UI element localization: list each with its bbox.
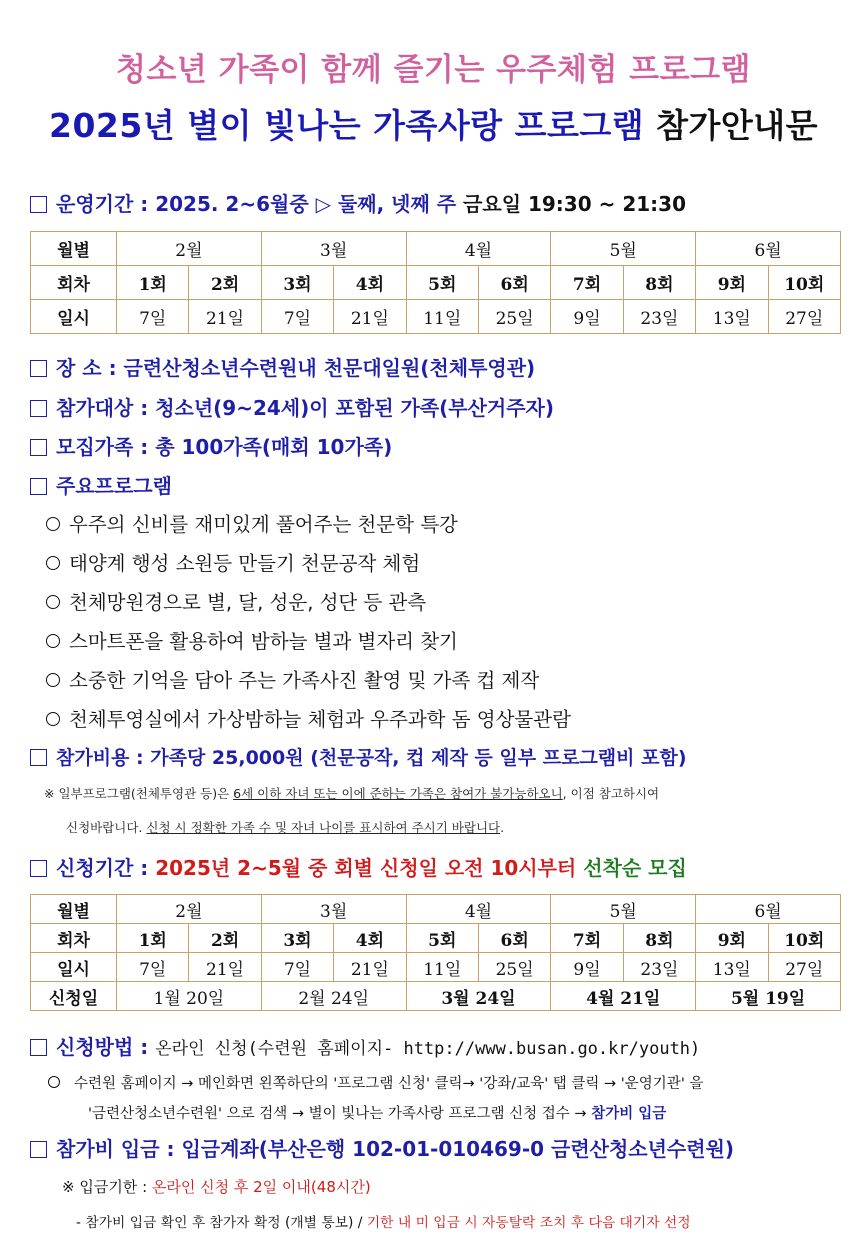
table-row: 월별 2월 3월 4월 5월 6월 — [31, 895, 841, 924]
circle-bullet-icon — [48, 1076, 60, 1088]
period-label: 운영기간 : 2025. 2~6월중 ▷ 둘째, 넷째 주 — [56, 192, 457, 216]
fee-text: 참가비용 : 가족당 25,000원 (천문공작, 컵 제작 등 일부 프로그램비 포함) — [56, 747, 687, 769]
place-text: 장 소 : 금련산청소년수련원내 천문대일원(천체투영관) — [56, 356, 536, 380]
month-cell: 5월 — [551, 232, 696, 266]
circle-bullet-icon — [46, 595, 60, 609]
month-cell: 4월 — [406, 232, 551, 266]
checkbox-icon — [30, 196, 47, 213]
table-row: 일시 7일 21일 7일 21일 11일 25일 9일 23일 13일 27일 — [31, 953, 841, 982]
apply-date-cell: 3월 24일 — [406, 982, 551, 1011]
fee-note-2: 신청바랍니다. 신청 시 정확한 가족 수 및 자녀 나이를 표시하여 주시기 바랍니다. — [66, 820, 505, 835]
month-cell: 6월 — [696, 232, 841, 266]
date-cell: 11일 — [406, 300, 478, 334]
row-label: 일시 — [31, 300, 117, 334]
row-label: 월별 — [31, 232, 117, 266]
session-cell: 6회 — [478, 266, 550, 300]
section-target — [30, 392, 554, 421]
section-deposit — [30, 1133, 734, 1162]
circle-bullet-icon — [46, 634, 60, 648]
schedule-table — [30, 231, 841, 334]
date-cell: 27일 — [768, 300, 840, 334]
checkbox-icon — [30, 1039, 47, 1056]
session-cell: 8회 — [623, 266, 695, 300]
table-row — [31, 232, 841, 266]
checkbox-icon — [30, 749, 47, 766]
checkbox-icon — [30, 400, 47, 417]
apply-step-1: 수련원 홈페이지 → 메인화면 왼쪽하단의 '프로그램 신청' 클릭→ '강좌/교육' 탭 클릭 → '운영기관' 을 — [48, 1072, 703, 1093]
section-recruit — [30, 431, 392, 460]
checkbox-icon — [30, 439, 47, 456]
deposit-confirm: - 참가비 입금 확인 후 참가자 확정 (개별 통보) / 기한 내 미 입금 시 자동탈락 조치 후 다음 대기자 선정 — [76, 1215, 691, 1231]
date-cell: 9일 — [551, 300, 623, 334]
section-apply-method: 신청방법 : 온라인 신청(수련원 홈페이지- http://www.busan.go.kr/youth) — [30, 1031, 700, 1060]
session-cell: 1회 — [117, 266, 189, 300]
session-cell: 3회 — [261, 266, 333, 300]
session-cell: 4회 — [334, 266, 406, 300]
section-fee — [30, 743, 687, 770]
fee-note-1: ※ 일부프로그램(천체투영관 등)은 6세 이하 자녀 또는 이에 준하는 가족은 참여가 불가능하오니, 이점 참고하시여 — [44, 786, 660, 801]
program-item: 태양계 행성 소원등 만들기 천문공작 체험 — [46, 548, 420, 576]
page-title — [0, 100, 867, 147]
table-row — [31, 266, 841, 300]
row-label: 회차 — [31, 266, 117, 300]
program-item: 소중한 기억을 담아 주는 가족사진 촬영 및 가족 컵 제작 — [46, 665, 539, 693]
session-cell: 5회 — [406, 266, 478, 300]
deposit-text: 참가비 입금 : 입금계좌(부산은행 102-01-010469-0 금련산청소년수련원) — [56, 1137, 735, 1161]
apply-date-cell: 4월 21일 — [551, 982, 696, 1011]
subtitle: 청소년 가족이 함께 즐기는 우주체험 프로그램 — [116, 52, 751, 88]
title-main: 2025년 별이 빛나는 가족사랑 프로그램 — [49, 106, 645, 145]
date-cell: 21일 — [334, 300, 406, 334]
section-period — [30, 188, 686, 217]
section-programs — [30, 470, 172, 499]
circle-bullet-icon — [46, 556, 60, 570]
apply-step-2: '금련산청소년수련원' 으로 검색 → 별이 빛나는 가족사랑 프로그램 신청 접수 → 참가비 입금 — [88, 1106, 667, 1122]
apply-date-cell: 2월 24일 — [261, 982, 406, 1011]
apply-schedule-table — [30, 894, 841, 1011]
recruit-text: 모집가족 : 총 100가족(매회 10가족) — [56, 435, 393, 459]
checkbox-icon — [30, 1141, 47, 1158]
date-cell: 23일 — [623, 300, 695, 334]
month-cell: 2월 — [117, 232, 262, 266]
checkbox-icon — [30, 360, 47, 377]
apply-date-cell: 1월 20일 — [117, 982, 262, 1011]
session-cell: 9회 — [696, 266, 768, 300]
circle-bullet-icon — [46, 673, 60, 687]
deposit-deadline: ※ 입금기한 : 온라인 신청 후 2일 이내(48시간) — [62, 1178, 371, 1196]
program-item: 천체투영실에서 가상밤하늘 체험과 우주과학 돔 영상물관람 — [46, 704, 571, 732]
session-cell: 10회 — [768, 266, 840, 300]
session-cell: 2회 — [189, 266, 261, 300]
table-row: 회차 1회 2회 3회 4회 5회 6회 7회 8회 9회 10회 — [31, 924, 841, 953]
checkbox-icon — [30, 478, 47, 495]
circle-bullet-icon — [46, 517, 60, 531]
month-cell: 3월 — [261, 232, 406, 266]
date-cell: 25일 — [478, 300, 550, 334]
programs-label: 주요프로그램 — [56, 474, 172, 498]
section-place — [30, 352, 535, 381]
date-cell: 21일 — [189, 300, 261, 334]
apply-url-text: 온라인 신청(수련원 홈페이지- http://www.busan.go.kr/youth) — [155, 1039, 701, 1059]
program-item: 스마트폰을 활용하여 밤하늘 별과 별자리 찾기 — [46, 626, 458, 654]
table-row: 신청일 1월 20일 2월 24일 3월 24일 4월 21일 5월 19일 — [31, 982, 841, 1011]
date-cell: 7일 — [261, 300, 333, 334]
circle-bullet-icon — [46, 712, 60, 726]
program-item: 천체망원경으로 별, 달, 성운, 성단 등 관측 — [46, 587, 426, 615]
table-row — [31, 300, 841, 334]
session-cell: 7회 — [551, 266, 623, 300]
title-suffix: 참가안내문 — [656, 106, 818, 145]
apply-date-cell: 5월 19일 — [696, 982, 841, 1011]
program-item: 우주의 신비를 재미있게 풀어주는 천문학 특강 — [46, 509, 458, 537]
checkbox-icon — [30, 860, 47, 877]
section-apply-period: 신청기간 : 2025년 2~5월 중 회별 신청일 오전 10시부터 선착순 모집 — [30, 852, 687, 881]
date-cell: 13일 — [696, 300, 768, 334]
target-text: 참가대상 : 청소년(9~24세)이 포함된 가족(부산거주자) — [56, 396, 554, 420]
date-cell: 7일 — [117, 300, 189, 334]
period-value: 금요일 19:30 ~ 21:30 — [456, 192, 686, 216]
